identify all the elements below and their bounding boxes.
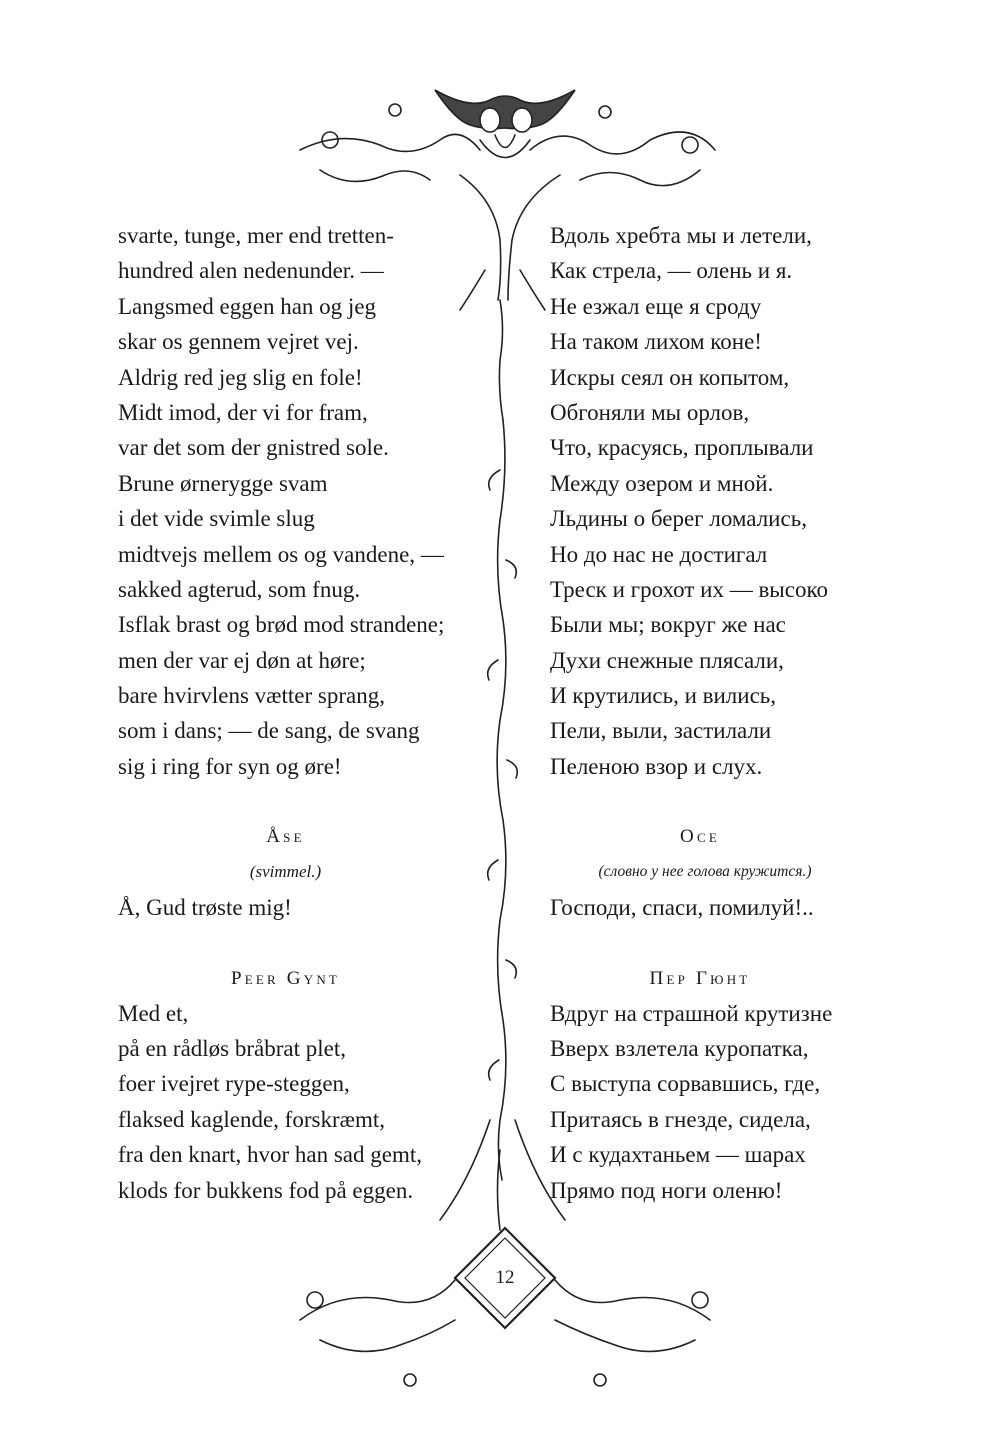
verse-line: men der var ej døn at høre; [118,647,366,673]
verse-line: Но до нас не достигал [550,541,768,567]
verse-block [118,996,458,1208]
verse-line: var det som der gnistred sole. [118,435,389,461]
verse-line: Вдруг на страшной крутизне [550,1000,833,1026]
verse-line: Пели, выли, застилали [550,718,772,744]
verse-line: Духи снежные плясали, [550,647,784,673]
verse-line: Isflak brast og brød mod strandene; [118,612,445,638]
page-number: 12 [495,1267,515,1288]
verse-line: fra den knart, hvor han sad gemt, [118,1142,423,1168]
spacer [550,926,890,961]
verse-line: С выступа сорвавшись, где, [550,1071,821,1097]
verse-line: Что, красуясь, проплывали [550,435,814,461]
verse-line: Как стрела, — олень и я. [550,258,793,284]
verse-line: Langsmed eggen han og jeg [118,293,377,319]
verse-line: Brune ørnerygge svam [118,470,328,496]
verse-line: И с кудахтаньем — шарах [550,1142,806,1168]
verse-line: klods for bukkens fod på eggen. [118,1177,414,1203]
verse-line: Притаясь в гнезде, сидела, [550,1106,811,1132]
speaker-name: Осе [680,826,720,848]
verse-line: sakked agterud, som fnug. [118,576,361,602]
stage-direction: (svimmel.) [249,862,322,882]
verse-line: Вдоль хребта мы и летели, [550,223,812,248]
verse-line: Между озером и мной. [550,470,774,496]
verse-line: Midt imod, der vi for fram, [118,399,368,425]
verse-line: Med et, [118,1000,189,1026]
verse-line: Треск и грохот их — высоко [550,576,828,602]
norwegian-text-column [118,218,458,1208]
verse-block [550,996,890,1208]
spacer [550,784,890,819]
verse-line: midtvejs mellem os og vandene, — [118,541,444,567]
spacer [118,784,458,819]
stage-direction: (словно у нее голова кружится.) [598,863,812,881]
verse-line: Прямо под ноги оленю! [550,1177,783,1203]
verse-line: Господи, спаси, помилуй!.. [550,895,814,921]
verse-line: skar os gennem vejret vej. [118,329,359,355]
verse-line: Å, Gud trøste mig! [118,895,292,921]
verse-line: flaksed kaglende, forskræmt, [118,1106,385,1132]
verse-line: bare hvirvlens vætter sprang, [118,683,385,709]
verse-line: foer ivejret rype-steggen, [118,1071,350,1097]
verse-line: И крутились, и вились, [550,683,777,709]
verse-block [118,218,458,784]
speaker-name: Пер Гюнт [649,967,751,989]
verse-line: Пеленою взор и слух. [550,753,763,779]
spacer [118,926,458,961]
verse-block [550,218,890,784]
verse-line: Льдины о берег ломались, [550,506,807,532]
russian-text-column [550,218,890,1208]
verse-line: Обгоняли мы орлов, [550,399,750,425]
verse-line: На таком лихом коне! [550,329,762,355]
speaker-name: Åse [266,826,305,848]
verse-line: Не езжал еще я сроду [550,293,762,319]
verse-line: svarte, tunge, mer end tretten- [118,223,394,248]
verse-line: Вверх взлетела куропатка, [550,1036,809,1062]
verse-line: Были мы; вокруг же нас [550,612,786,638]
verse-line: som i dans; — de sang, de svang [118,718,420,744]
verse-line: i det vide svimle slug [118,506,315,532]
verse-line: sig i ring for syn og øre! [118,753,342,779]
verse-line: hundred alen nedenunder. — [118,258,384,284]
speaker-name: Peer Gynt [230,967,341,989]
verse-line: Aldrig red jeg slig en fole! [118,364,363,390]
verse-line: Искры сеял он копытом, [550,364,790,390]
verse-line: på en rådløs bråbrat plet, [118,1036,346,1062]
